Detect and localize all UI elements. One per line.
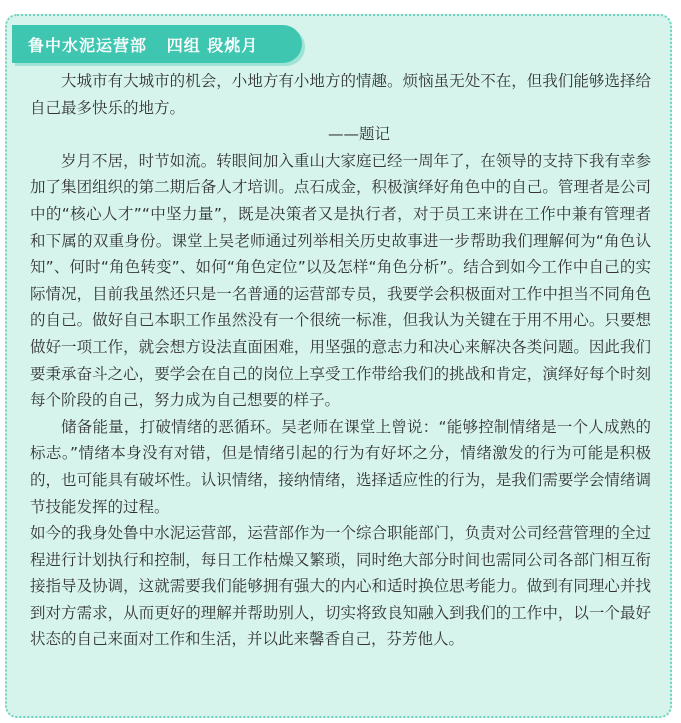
paragraph: 岁月不居，时节如流。转眼间加入重山大家庭已经一周年了，在领导的支持下我有幸参加了集团组织的第二期后备人才培训。点石成金，积极演绎好角色中的自己。管理者是公司中的“核心人才”“中坚力量”，既是决策者又是执行者，对于员工来讲在工作中兼有管理者和下属的双重身份。课堂上吴老师通过列举相关历史故事进一步帮助我们理解何为“角色认知”、何时“角色转变”、如何“角色定位”以及怎样“角色分析”。结合到如今工作中自己的实际情况，目前我虽然还只是一名普通的运营部专员，我要学会积极面对工作中担当不同角色的自己。做好自己本职工作虽然没有一个很统一标准，但我认为关键在于用不用心。只要想做好一项工作，就会想方设法直面困难，用坚强的意志力和决心来解决各类问题。因此我们要秉承奋斗之心，要学会在自己的岗位上享受工作带给我们的挑战和肯定，演绎好每个时刻每个阶段的自己，努力成为自己想要的样子。 [30,151,651,410]
epigraph: 大城市有大城市的机会，小地方有小地方的情趣。烦恼虽无处不在，但我们能够选择给自己最多快乐的地方。 [30,72,651,117]
paragraph: 如今的我身处鲁中水泥运营部，运营部作为一个综合职能部门，负责对公司经营管理的全过程进行计划执行和控制，每日工作枯燥又繁琐，同时绝大部分时间也需同公司各部门相互衔接指导及协调，这就需要我们能够拥有强大的内心和适时换位思考能力。做到有同理心并找到对方需求，从而更好的理解并帮助别人，切实将致良知融入到我们的工作中，以一个最好状态的自己来面对工作和生活，并以此来馨香自己，芬芳他人。 [30,524,651,649]
paragraph: 储备能量，打破情绪的恶循环。吴老师在课堂上曾说：“能够控制情绪是一个人成熟的标志。”情绪本身没有对错，但是情绪引起的行为有好坏之分，情绪激发的行为可能是积极的，也可能具有破坏性。认识情绪，接纳情绪，选择适应性的行为，是我们需要学会情绪调节技能发挥的过程。 [30,417,651,516]
article-body [30,68,651,653]
epigraph-label: ——题记 [328,125,391,144]
article-title: 鲁中水泥运营部 四组 段烑月 [12,25,302,63]
